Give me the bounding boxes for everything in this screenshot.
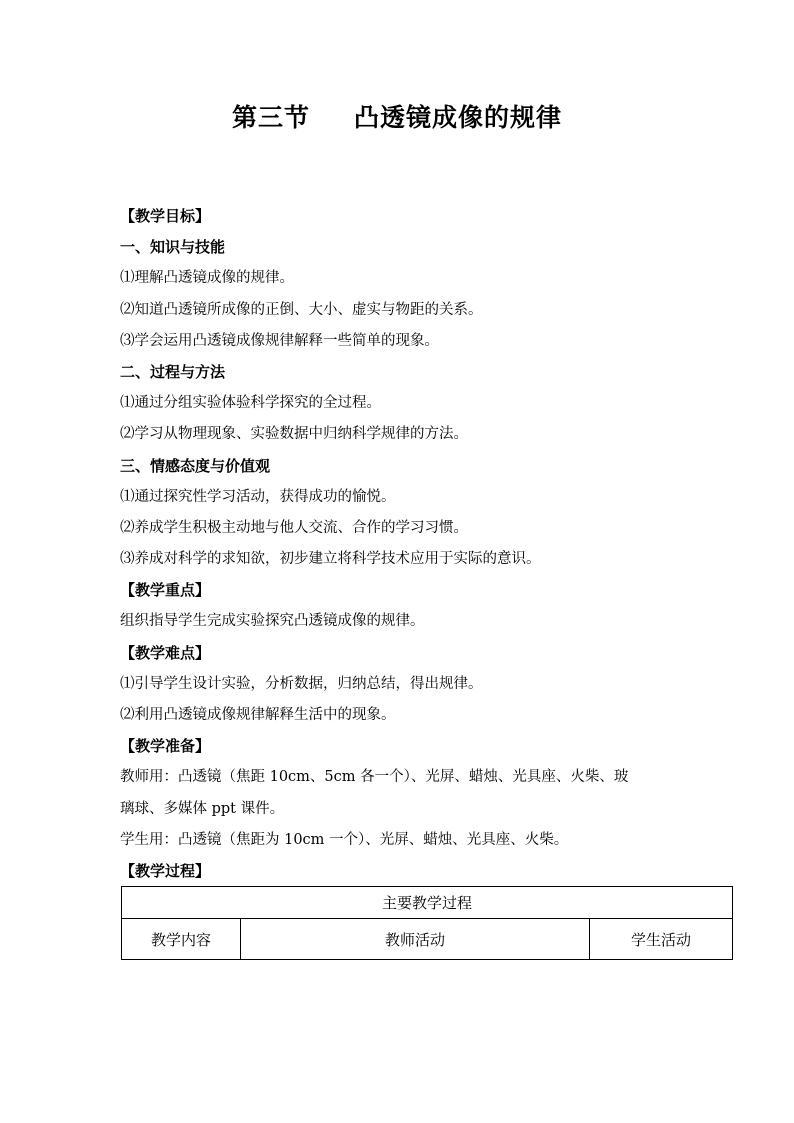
page-title [0,101,794,135]
objective-item: ⑵知道凸透镜所成像的正倒、大小、虚实与物距的关系。 [120,301,483,318]
column-header-student-activity: 学生活动 [590,919,733,960]
table-header-row [122,919,733,960]
title-section-number: 第三节 [231,103,310,132]
table-caption-cell: 主要教学过程 [122,887,733,919]
heading-teaching-objectives: 【教学目标】 [120,207,211,225]
objective-item: ⑶学会运用凸透镜成像规律解释一些简单的现象。 [120,332,439,349]
difficulty-item: ⑵利用凸透镜成像规律解释生活中的现象。 [120,707,396,723]
preparation-student: 学生用：凸透镜（焦距为 10cm 一个）、光屏、蜡烛、光具座、火柴。 [120,831,569,848]
title-topic: 凸透镜成像的规律 [354,103,563,132]
subheading-process-methods: 二、过程与方法 [120,362,226,381]
objective-item: ⑶养成对科学的求知欲，初步建立将科学技术应用于实际的意识。 [120,551,541,568]
objective-item: ⑴理解凸透镜成像的规律。 [120,270,294,287]
key-point-text: 组织指导学生完成实验探究凸透镜成像的规律。 [120,613,425,630]
column-header-teaching-content: 教学内容 [122,919,241,960]
subheading-attitudes-values: 三、情感态度与价值观 [120,456,271,475]
objective-item: ⑴通过探究性学习活动，获得成功的愉悦。 [120,488,396,505]
objective-item: ⑵养成学生积极主动地与他人交流、合作的学习习惯。 [120,519,468,536]
objective-item: ⑴通过分组实验体验科学探究的全过程。 [120,395,381,412]
heading-difficulties: 【教学难点】 [120,643,211,662]
difficulty-item: ⑴引导学生设计实验，分析数据，归纳总结，得出规律。 [120,675,483,692]
heading-key-points: 【教学重点】 [120,581,211,600]
preparation-teacher-line-2: 璃球、多媒体 ppt 课件。 [120,800,285,817]
heading-preparation: 【教学准备】 [120,737,211,756]
preparation-teacher-line-1: 教师用：凸透镜（焦距 10cm、5cm 各一个）、光屏、蜡烛、光具座、火柴、玻 [120,769,629,786]
objective-item: ⑵学习从物理现象、实验数据中归纳科学规律的方法。 [120,426,468,443]
lesson-plan-body [120,201,680,887]
column-header-teacher-activity: 教师活动 [241,919,590,960]
table-caption-row [122,887,733,919]
teaching-process-table [121,886,733,960]
heading-teaching-process: 【教学过程】 [120,861,211,880]
subheading-knowledge-skills: 一、知识与技能 [120,238,226,257]
